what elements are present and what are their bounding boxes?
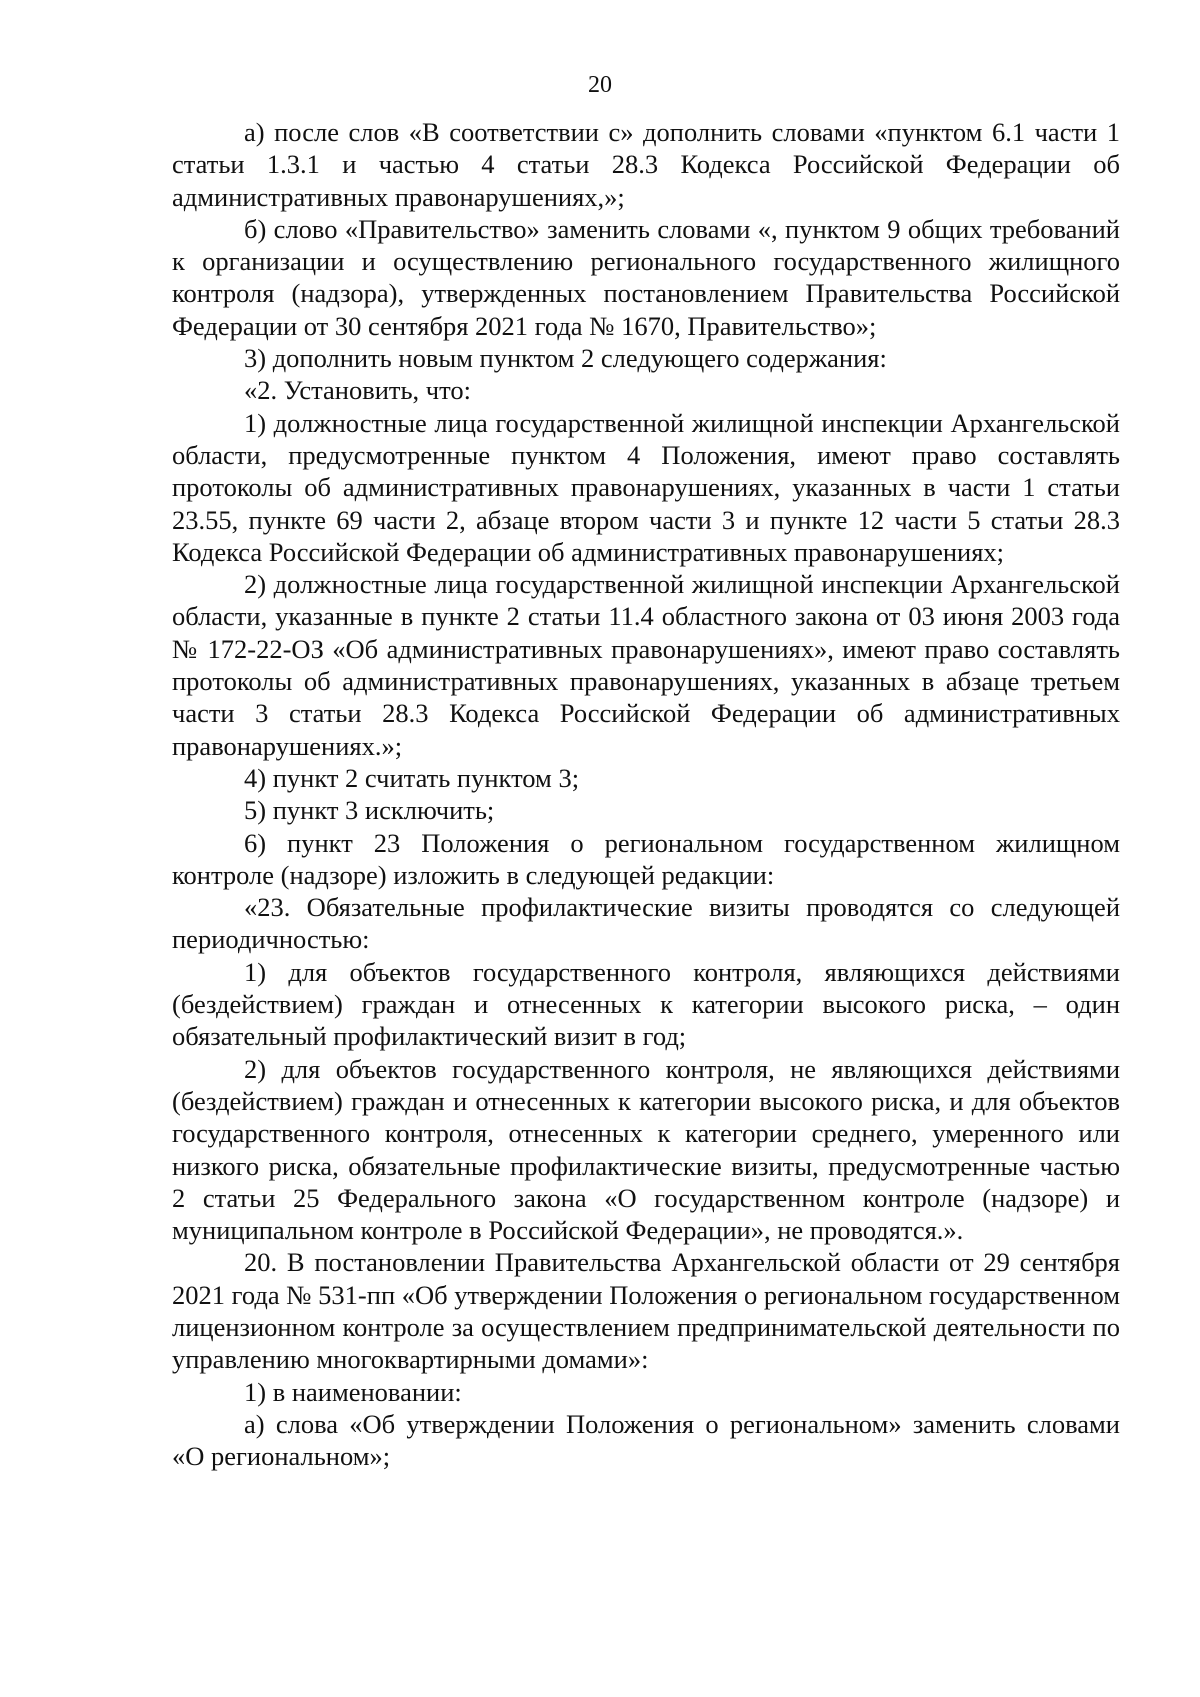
paragraph-a-after-words: а) после слов «В соответствии с» дополнить словами «пунктом 6.1 части 1 статьи 1.3.1 и частью 4 статьи 28.3 Кодекса Российской Федерации об административных правонарушениях,»; <box>172 117 1120 212</box>
paragraph-6-point-23: 6) пункт 23 Положения о региональном государственном жилищном контроле (надзоре) изложить в следующей редакции: <box>172 827 1120 890</box>
paragraph-b-word-government: б) слово «Правительство» заменить словами «, пунктом 9 общих требований к организации и осуществлению регионального государственного жилищного контроля (надзора), утвержденных постановлением Правительства Российской Федерации от 30 сентября 2021 года № 1670, Правительство»; <box>172 213 1120 341</box>
page-number: 20 <box>588 72 612 98</box>
paragraph-4-renumber: 4) пункт 2 считать пунктом 3; <box>244 762 580 793</box>
paragraph-1-officials: 1) должностные лица государственной жилищной инспекции Архангельской области, предусмотренные пунктом 4 Положения, имеют право составлять протоколы об административных правонарушениях, указанных в части 1 статьи 23.55, пункте 69 части 2, абзаце втором части 3 и пункте 12 части 5 статьи 28.3 Кодекса Российской Федерации об административных правонарушениях; <box>172 407 1120 567</box>
paragraph-20-resolution: 20. В постановлении Правительства Архангельской области от 29 сентября 2021 года № 531-пп «Об утверждении Положения о региональном государственном лицензионном контроле за осуществлением предпринимательской деятельности по управлению многоквартирными домами»: <box>172 1247 1120 1375</box>
paragraph-5-exclude: 5) пункт 3 исключить; <box>244 795 495 826</box>
paragraph-a-replace-words: а) слова «Об утверждении Положения о региональном» заменить словами «О региональном»; <box>172 1408 1120 1472</box>
document-body <box>172 116 1120 1472</box>
paragraph-quote-establish: «2. Установить, что: <box>244 375 471 406</box>
paragraph-1-in-title: 1) в наименовании: <box>244 1376 462 1407</box>
paragraph-2-other-risk: 2) для объектов государственного контроля, не являющихся действиями (бездействием) граждан и отнесенных к категории высокого риска, и для объектов государственного контроля, отнесенных к категории среднего, умеренного или низкого риска, обязательные профилактические визиты, предусмотренные частью 2 статьи 25 Федерального закона «О государственном контроле (надзоре) и муниципальном контроле в Российской Федерации», не проводятся.». <box>172 1053 1120 1246</box>
paragraph-3-add-point-2: 3) дополнить новым пунктом 2 следующего содержания: <box>244 343 887 374</box>
paragraph-quote-23-visits: «23. Обязательные профилактические визиты проводятся со следующей периодичностью: <box>172 892 1120 955</box>
paragraph-1-high-risk: 1) для объектов государственного контроля, являющихся действиями (бездействием) граждан и отнесенных к категории высокого риска, – один обязательный профилактический визит в год; <box>172 956 1120 1052</box>
paragraph-2-officials: 2) должностные лица государственной жилищной инспекции Архангельской области, указанные в пункте 2 статьи 11.4 областного закона от 03 июня 2003 года № 172-22-ОЗ «Об административных правонарушениях», имеют право составлять протоколы об административных правонарушениях, указанных в абзаце третьем части 3 статьи 28.3 Кодекса Российской Федерации об административных правонарушениях.»; <box>172 569 1120 761</box>
